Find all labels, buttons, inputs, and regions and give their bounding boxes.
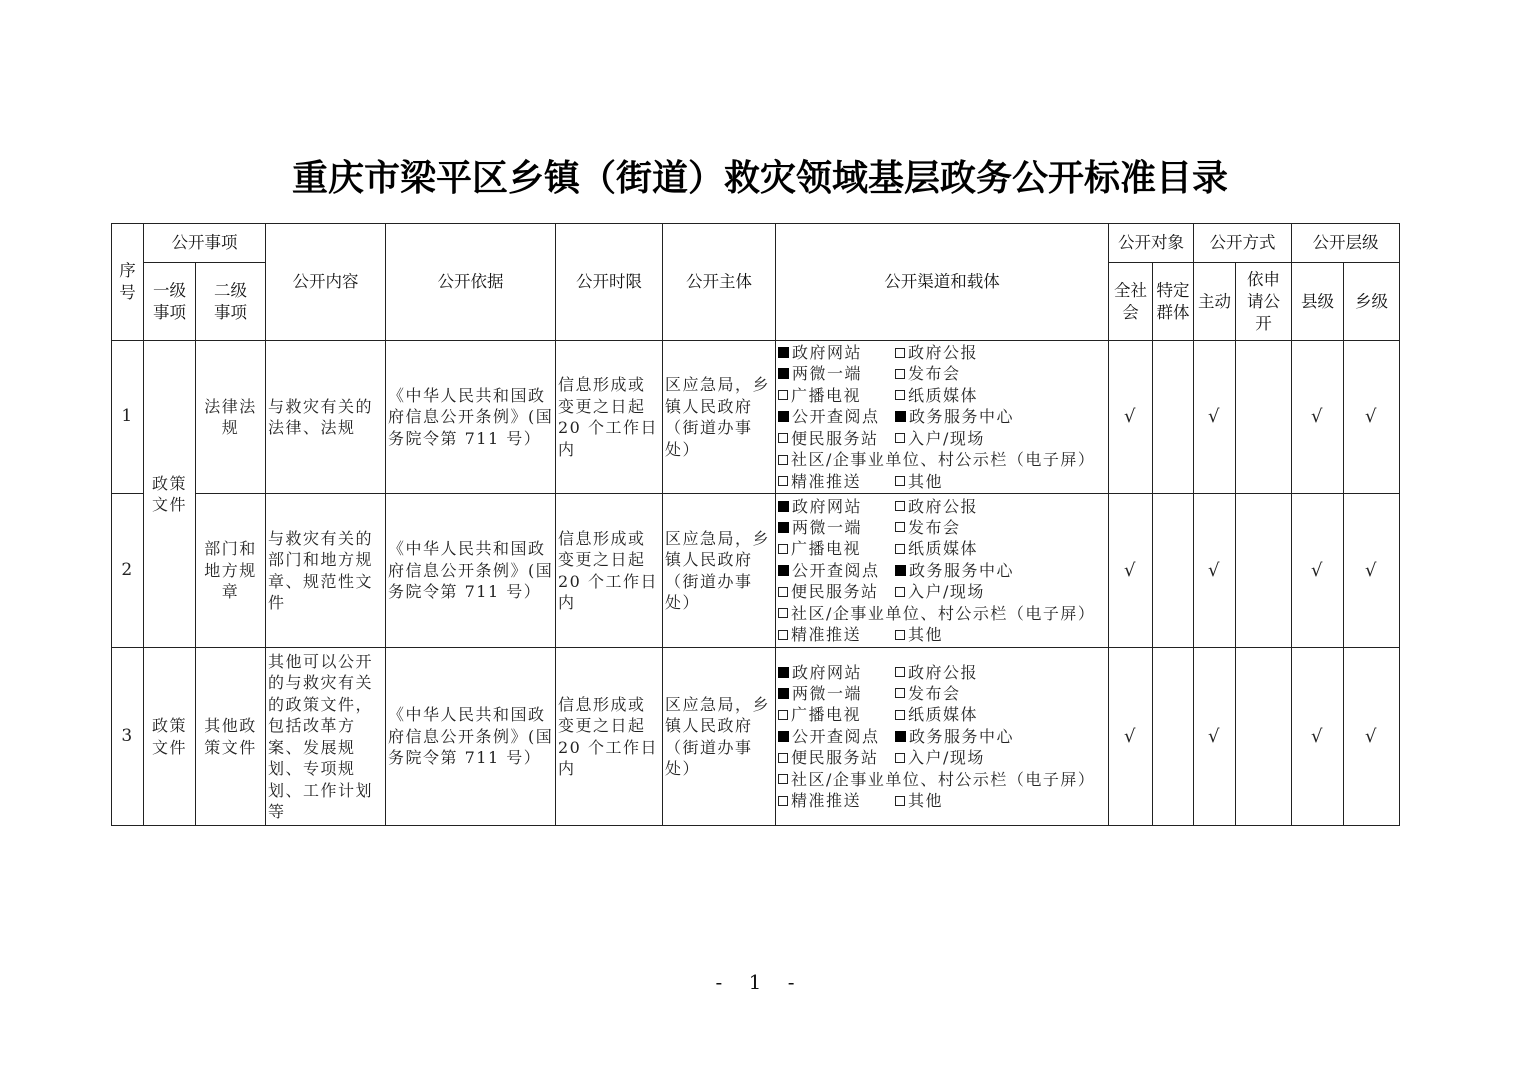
checkbox-checked-icon	[895, 411, 906, 422]
header-audience-group: 公开对象	[1109, 224, 1194, 263]
channel-label: 发布会	[908, 517, 961, 537]
row-level-township: √	[1344, 648, 1400, 826]
disclosure-catalog-table	[111, 223, 1400, 826]
row-mode-request	[1236, 494, 1292, 648]
row-time-limit: 信息形成或变更之日起20 个工作日内	[556, 494, 663, 648]
header-subject: 公开主体	[663, 224, 776, 341]
checkbox-empty-icon	[895, 667, 905, 677]
header-mode-group: 公开方式	[1194, 224, 1292, 263]
checkbox-checked-icon	[778, 565, 789, 576]
checkbox-checked-icon	[778, 731, 789, 742]
channel-label: 政务服务中心	[909, 560, 1015, 580]
header-level-group: 公开层级	[1292, 224, 1400, 263]
checkbox-empty-icon	[895, 688, 905, 698]
channel-label: 公开查阅点	[792, 560, 880, 580]
row-content: 其他可以公开的与救灾有关的政策文件，包括改革方案、发展规划、专项规划、工作计划等	[266, 648, 386, 826]
channel-label: 入户/现场	[908, 748, 985, 768]
channel-label: 纸质媒体	[908, 385, 979, 405]
checkbox-empty-icon	[895, 753, 905, 763]
channel-label: 入户/现场	[908, 582, 985, 602]
row-level-county: √	[1292, 648, 1344, 826]
row-level-county: √	[1292, 494, 1344, 648]
channel-label: 政务服务中心	[909, 407, 1015, 427]
channel-label: 其他	[908, 471, 944, 491]
checkbox-empty-icon	[895, 796, 905, 806]
channel-label: 广播电视	[791, 705, 862, 725]
header-matter-group: 公开事项	[144, 224, 266, 263]
row-channels	[776, 494, 1109, 648]
row-audience-all: √	[1109, 494, 1153, 648]
checkbox-empty-icon	[778, 390, 788, 400]
header-time-limit: 公开时限	[556, 224, 663, 341]
row-seq: 3	[112, 648, 144, 826]
row-mode-request	[1236, 648, 1292, 826]
row-time-limit: 信息形成或变更之日起20 个工作日内	[556, 648, 663, 826]
row-audience-specific	[1153, 341, 1194, 494]
row-audience-specific	[1153, 648, 1194, 826]
channel-label: 社区/企事业单位、村公示栏（电子屏）	[791, 769, 1096, 789]
header-level-county: 县级	[1292, 263, 1344, 341]
channel-label: 纸质媒体	[908, 705, 979, 725]
channel-label: 公开查阅点	[792, 407, 880, 427]
checkbox-checked-icon	[895, 731, 906, 742]
checkbox-empty-icon	[778, 455, 788, 465]
row-level-township: √	[1344, 494, 1400, 648]
checkbox-empty-icon	[895, 348, 905, 358]
checkbox-empty-icon	[895, 433, 905, 443]
checkbox-checked-icon	[778, 688, 789, 699]
channel-label: 纸质媒体	[908, 539, 979, 559]
checkbox-empty-icon	[895, 587, 905, 597]
channel-label: 政府公报	[908, 662, 979, 682]
checkbox-checked-icon	[778, 368, 789, 379]
row-mode-request	[1236, 341, 1292, 494]
channel-label: 社区/企事业单位、村公示栏（电子屏）	[791, 450, 1096, 470]
header-level1: 一级事项	[144, 263, 196, 341]
header-content: 公开内容	[266, 224, 386, 341]
header-audience-specific: 特定群体	[1153, 263, 1194, 341]
header-level2: 二级事项	[196, 263, 266, 341]
channel-label: 政务服务中心	[909, 726, 1015, 746]
row-seq: 2	[112, 494, 144, 648]
checkbox-empty-icon	[895, 710, 905, 720]
checkbox-checked-icon	[778, 522, 789, 533]
channel-label: 便民服务站	[791, 582, 879, 602]
channel-label: 其他	[908, 791, 944, 811]
row-audience-all: √	[1109, 648, 1153, 826]
checkbox-empty-icon	[778, 796, 788, 806]
checkbox-empty-icon	[778, 630, 788, 640]
row-mode-active: √	[1194, 341, 1236, 494]
checkbox-empty-icon	[778, 608, 788, 618]
header-mode-request: 依申请公开	[1236, 263, 1292, 341]
row-level2: 部门和地方规章	[196, 494, 266, 648]
checkbox-checked-icon	[778, 667, 789, 678]
row-basis: 《中华人民共和国政府信息公开条例》(国务院令第 711 号）	[386, 648, 556, 826]
checkbox-empty-icon	[778, 587, 788, 597]
checkbox-empty-icon	[778, 774, 788, 784]
row-level-county: √	[1292, 341, 1344, 494]
row-content: 与救灾有关的部门和地方规章、规范性文件	[266, 494, 386, 648]
row-audience-specific	[1153, 494, 1194, 648]
row-channels	[776, 648, 1109, 826]
table-row	[112, 648, 1400, 826]
row-level-township: √	[1344, 341, 1400, 494]
channel-label: 便民服务站	[791, 748, 879, 768]
checkbox-checked-icon	[895, 565, 906, 576]
checkbox-empty-icon	[778, 710, 788, 720]
page-number: - 1 -	[715, 970, 805, 994]
page-title: 重庆市梁平区乡镇（街道）救灾领域基层政务公开标准目录	[291, 158, 1228, 199]
channel-label: 公开查阅点	[792, 726, 880, 746]
checkbox-empty-icon	[895, 630, 905, 640]
header-channels: 公开渠道和载体	[776, 224, 1109, 341]
channel-label: 政府公报	[908, 496, 979, 516]
checkbox-empty-icon	[778, 544, 788, 554]
channel-label: 社区/企事业单位、村公示栏（电子屏）	[791, 603, 1096, 623]
row-audience-all: √	[1109, 341, 1153, 494]
table-row	[112, 494, 1400, 648]
checkbox-checked-icon	[778, 411, 789, 422]
channel-label: 入户/现场	[908, 428, 985, 448]
row-level1: 政策文件	[144, 341, 196, 648]
channel-label: 其他	[908, 625, 944, 645]
checkbox-empty-icon	[778, 433, 788, 443]
row-mode-active: √	[1194, 494, 1236, 648]
channel-label: 精准推送	[791, 791, 862, 811]
checkbox-empty-icon	[895, 501, 905, 511]
channel-label: 政府网站	[792, 343, 863, 363]
channel-label: 便民服务站	[791, 428, 879, 448]
checkbox-checked-icon	[778, 347, 789, 358]
channel-label: 政府网站	[792, 496, 863, 516]
row-basis: 《中华人民共和国政府信息公开条例》(国务院令第 711 号）	[386, 341, 556, 494]
row-seq: 1	[112, 341, 144, 494]
row-level2: 法律法规	[196, 341, 266, 494]
channel-label: 发布会	[908, 364, 961, 384]
row-subject: 区应急局，乡镇人民政府（街道办事处）	[663, 494, 776, 648]
checkbox-empty-icon	[895, 369, 905, 379]
row-basis: 《中华人民共和国政府信息公开条例》(国务院令第 711 号）	[386, 494, 556, 648]
row-level2: 其他政策文件	[196, 648, 266, 826]
checkbox-empty-icon	[895, 522, 905, 532]
channel-label: 广播电视	[791, 385, 862, 405]
channel-label: 广播电视	[791, 539, 862, 559]
header-mode-active: 主动	[1194, 263, 1236, 341]
channel-label: 两微一端	[792, 517, 863, 537]
header-audience-all: 全社会	[1109, 263, 1153, 341]
checkbox-empty-icon	[778, 753, 788, 763]
checkbox-checked-icon	[778, 501, 789, 512]
channel-label: 政府公报	[908, 343, 979, 363]
header-level-township: 乡级	[1344, 263, 1400, 341]
channel-label: 两微一端	[792, 683, 863, 703]
row-time-limit: 信息形成或变更之日起20 个工作日内	[556, 341, 663, 494]
checkbox-empty-icon	[895, 476, 905, 486]
header-basis: 公开依据	[386, 224, 556, 341]
row-content: 与救灾有关的法律、法规	[266, 341, 386, 494]
channel-label: 精准推送	[791, 471, 862, 491]
row-level1: 政策文件	[144, 648, 196, 826]
row-channels	[776, 341, 1109, 494]
channel-label: 政府网站	[792, 662, 863, 682]
header-seq: 序号	[112, 224, 144, 341]
channel-label: 发布会	[908, 683, 961, 703]
checkbox-empty-icon	[895, 544, 905, 554]
checkbox-empty-icon	[778, 476, 788, 486]
row-mode-active: √	[1194, 648, 1236, 826]
channel-label: 两微一端	[792, 364, 863, 384]
row-subject: 区应急局，乡镇人民政府（街道办事处）	[663, 648, 776, 826]
table-row	[112, 341, 1400, 494]
checkbox-empty-icon	[895, 390, 905, 400]
row-subject: 区应急局，乡镇人民政府（街道办事处）	[663, 341, 776, 494]
channel-label: 精准推送	[791, 625, 862, 645]
